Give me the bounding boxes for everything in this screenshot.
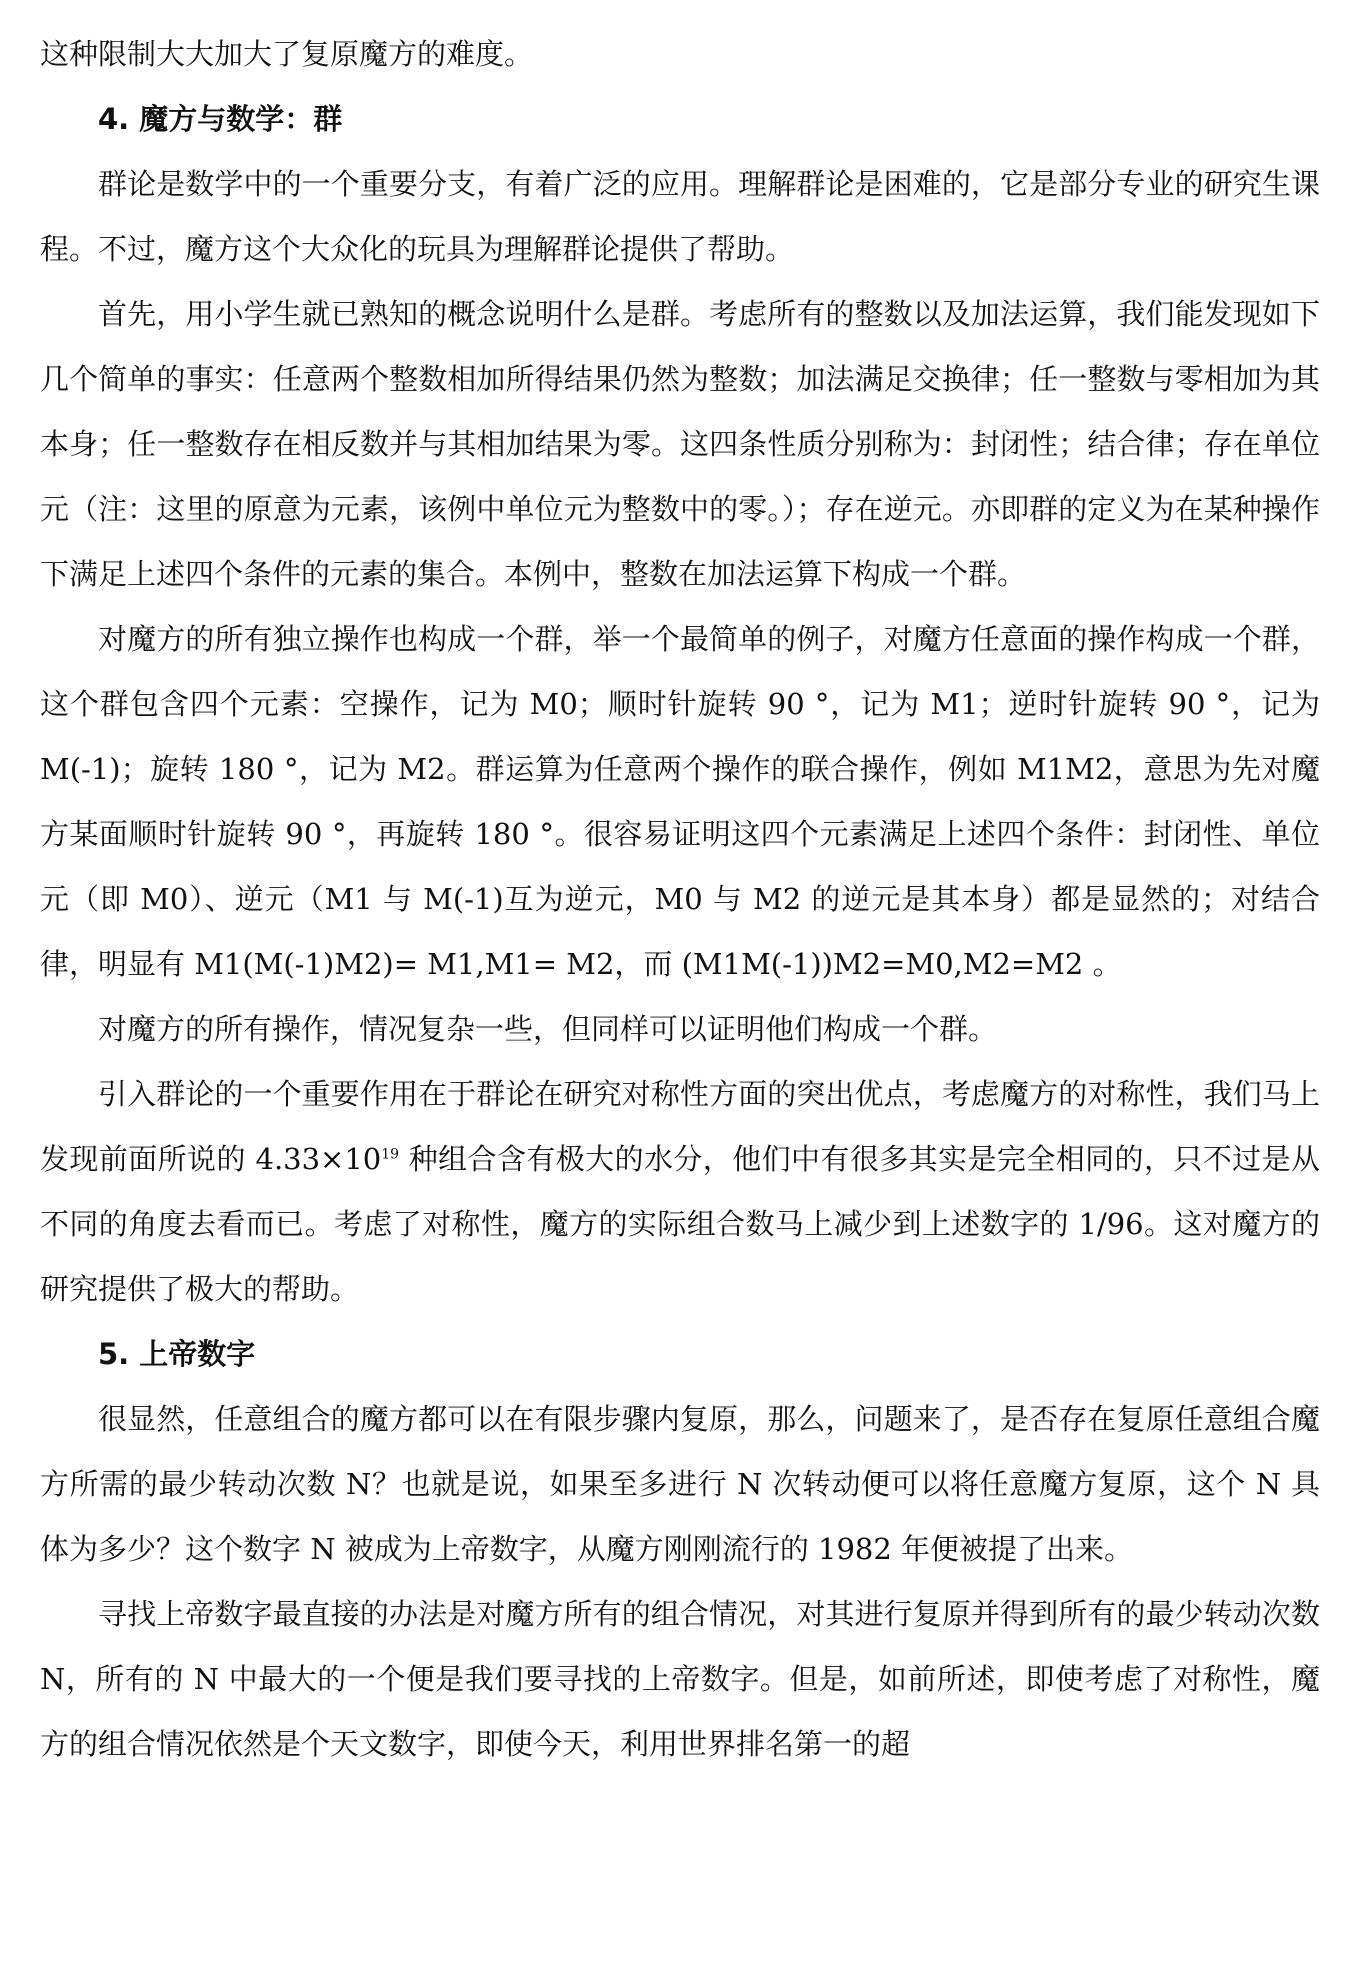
paragraph-all-operations: 对魔方的所有操作，情况复杂一些，但同样可以证明他们构成一个群。: [98, 1012, 998, 1046]
exponent-superscript: 19: [381, 1146, 400, 1163]
paragraph-group-definition: 首先，用小学生就已熟知的概念说明什么是群。考虑所有的整数以及加法运算，我们能发现如下几个简单的事实：任意两个整数相加所得结果仍然为整数；加法满足交换律；任一整数与零相加为其本身；任一整数存在相反数并与其相加结果为零。这四条性质分别称为：封闭性；结合律；存在单位元（注：这里的原意为元素，该例中单位元为整数中的零。）；存在逆元。亦即群的定义为在某种操作下满足上述四个条件的元素的集合。本例中，整数在加法运算下构成一个群。: [40, 297, 1320, 591]
paragraph-cube-face-group: 对魔方的所有独立操作也构成一个群，举一个最简单的例子，对魔方任意面的操作构成一个群，这个群包含四个元素：空操作，记为 M0；顺时针旋转 90 °，记为 M1；逆时针旋转 90 °，记为 M(-1)；旋转 180 °，记为 M2。群运算为任意两个操作的联合操作，例如 M1M2，意思为先对魔方某面顺时针旋转 90 °，再旋转 180 °。很容易证明这四个元素满足上述四个条件：封闭性、单位元（即 M0）、逆元（M1 与 M(-1)互为逆元，M0 与 M2 的逆元是其本身）都是显然的；对结合律，明显有 M1(M(-1)M2)= M1,M1= M2，而 (M1M(-1))M2=M0,M2=M2 。: [40, 622, 1320, 981]
section-heading-5: 5. 上帝数字: [98, 1337, 256, 1371]
section-heading-4: 4. 魔方与数学：群: [98, 102, 343, 136]
document-page: [40, 22, 1320, 1777]
paragraph-search-method: 寻找上帝数字最直接的办法是对魔方所有的组合情况，对其进行复原并得到所有的最少转动次数 N，所有的 N 中最大的一个便是我们要寻找的上帝数字。但是，如前所述，即使考虑了对称性，魔方的组合情况依然是个天文数字，即使今天，利用世界排名第一的超: [40, 1597, 1320, 1761]
paragraph-continuation: 这种限制大大加大了复原魔方的难度。: [40, 37, 534, 71]
paragraph-group-theory-intro: 群论是数学中的一个重要分支，有着广泛的应用。理解群论是困难的，它是部分专业的研究生课程。不过，魔方这个大众化的玩具为理解群论提供了帮助。: [40, 167, 1320, 266]
symmetry-text-end: 种组合含有极大的水分，他们中有很多其实是完全相同的，只不过是从不同的角度去看而已。考虑了对称性，魔方的实际组合数马上减少到上述数字的 1/96。这对魔方的研究提供了极大的帮助。: [40, 1142, 1320, 1306]
paragraph-gods-number: 很显然，任意组合的魔方都可以在有限步骤内复原，那么，问题来了，是否存在复原任意组合魔方所需的最少转动次数 N？也就是说，如果至多进行 N 次转动便可以将任意魔方复原，这个 N 具体为多少？这个数字 N 被成为上帝数字，从魔方刚刚流行的 1982 年便被提了出来。: [40, 1402, 1320, 1566]
paragraph-symmetry: [40, 1062, 1320, 1322]
symmetry-text-start: 引入群论的一个重要作用在于群论在研究对称性方面的突出优点，考虑魔方的对称性，我们马上发现前面所说的 4.33×10: [40, 1077, 1320, 1176]
